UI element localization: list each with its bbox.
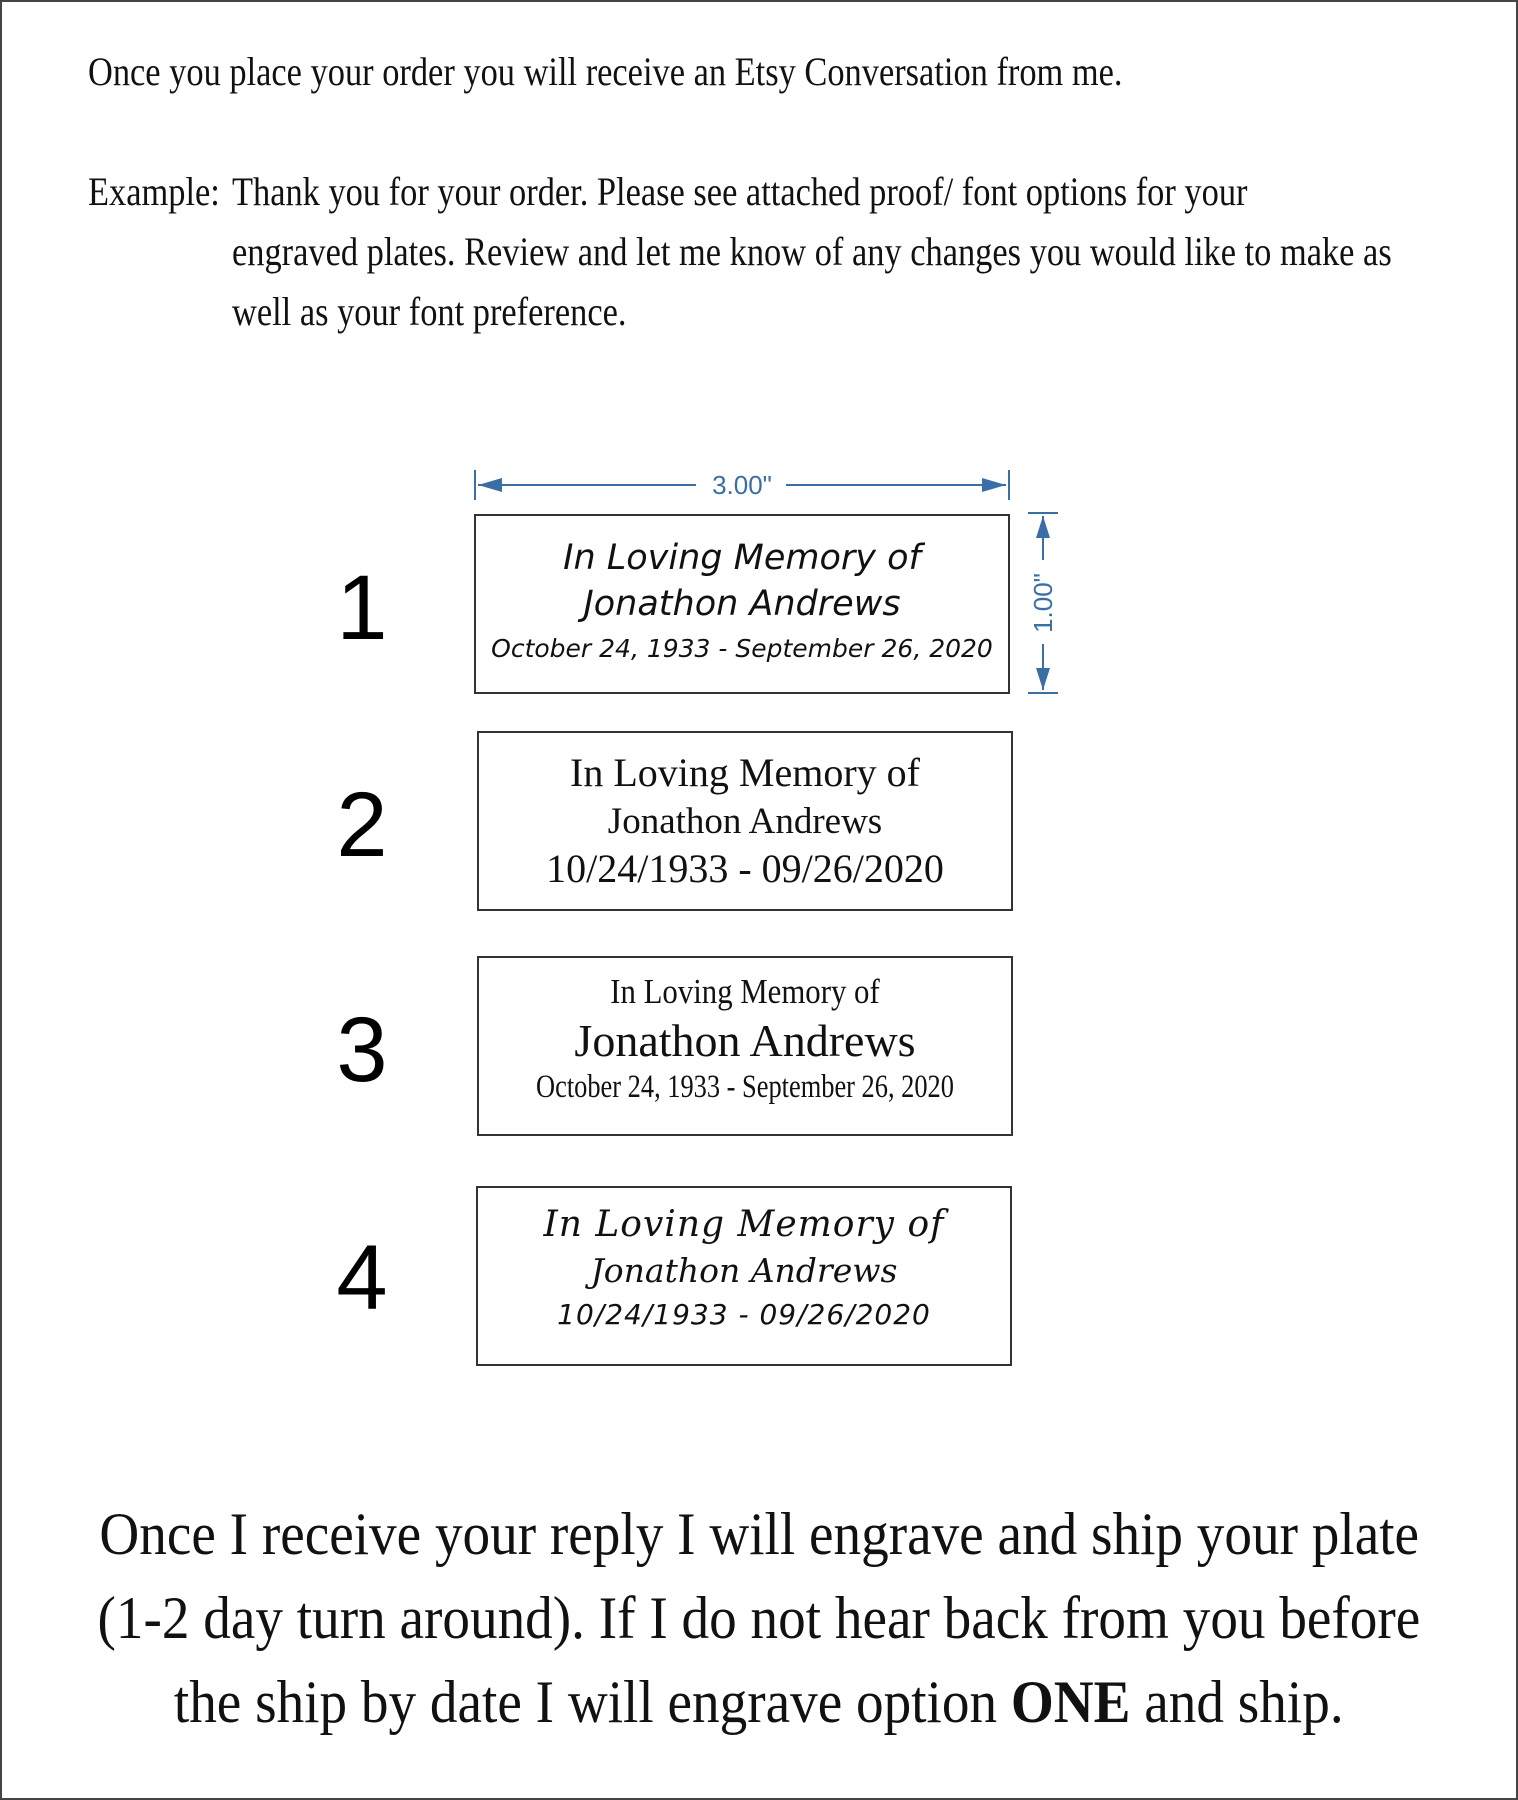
plate-line-2: Jonathon Andrews [574, 1015, 916, 1066]
outro-text-2: (1-2 day turn around). If I do not hear back from you before [97, 1585, 1421, 1651]
example-label: Example: [88, 169, 220, 214]
option-number-3: 3 [336, 999, 388, 1101]
plate-option-3 [477, 956, 1013, 1136]
option-number-2: 2 [336, 774, 388, 876]
plate-line-1: In Loving Memory of [543, 1204, 945, 1245]
outro-text-3a: the ship by date I will engrave option [174, 1669, 1012, 1735]
outro-line-2 [0, 1584, 1518, 1653]
plate-line-1: In Loving Memory of [610, 972, 880, 1011]
plate-line-3: 10/24/1933 - 09/26/2020 [546, 846, 944, 891]
arrow-down-icon [1036, 668, 1050, 690]
height-dimension [1028, 512, 1058, 694]
plate-option-1 [474, 514, 1010, 694]
plate-line-1: In Loving Memory of [563, 538, 921, 578]
plate-option-2 [477, 731, 1013, 911]
option-number-1: 1 [336, 557, 388, 659]
outro-text-1: Once I receive your reply I will engrave and ship your plate [99, 1501, 1419, 1567]
example-line-1: Thank you for your order. Please see attached proof/ font options for your [232, 169, 1248, 214]
width-label: 3.00" [712, 470, 772, 500]
plate-line-1: In Loving Memory of [570, 750, 920, 795]
outro-line-3 [0, 1668, 1518, 1737]
outro-text-3b: and ship. [1130, 1669, 1344, 1735]
plate-line-3: October 24, 1933 - September 26, 2020 [536, 1069, 954, 1105]
plate-line-3: October 24, 1933 - September 26, 2020 [491, 634, 993, 663]
option-one-emphasis: ONE [1011, 1669, 1131, 1735]
plate-line-2: Jonathon Andrews [607, 801, 883, 842]
plate-line-3: 10/24/1933 - 09/26/2020 [557, 1298, 931, 1331]
outro-text-3 [174, 1668, 1344, 1737]
height-label: 1.00" [1028, 573, 1058, 633]
example-line-3: well as your font preference. [232, 289, 627, 334]
plate-line-2: Jonathon Andrews [590, 1251, 898, 1290]
option-number-4: 4 [336, 1227, 388, 1329]
plate-option-4 [476, 1186, 1012, 1366]
plate-line-2: Jonathon Andrews [583, 584, 901, 624]
example-line-2: engraved plates. Review and let me know of any changes you would like to make as [232, 229, 1392, 274]
outro-line-1 [0, 1500, 1518, 1569]
intro-text: Once you place your order you will receive an Etsy Conversation from me. [88, 49, 1123, 94]
arrow-right-icon [982, 478, 1006, 492]
arrow-left-icon [478, 478, 502, 492]
width-dimension [474, 470, 1010, 500]
arrow-up-icon [1036, 516, 1050, 538]
